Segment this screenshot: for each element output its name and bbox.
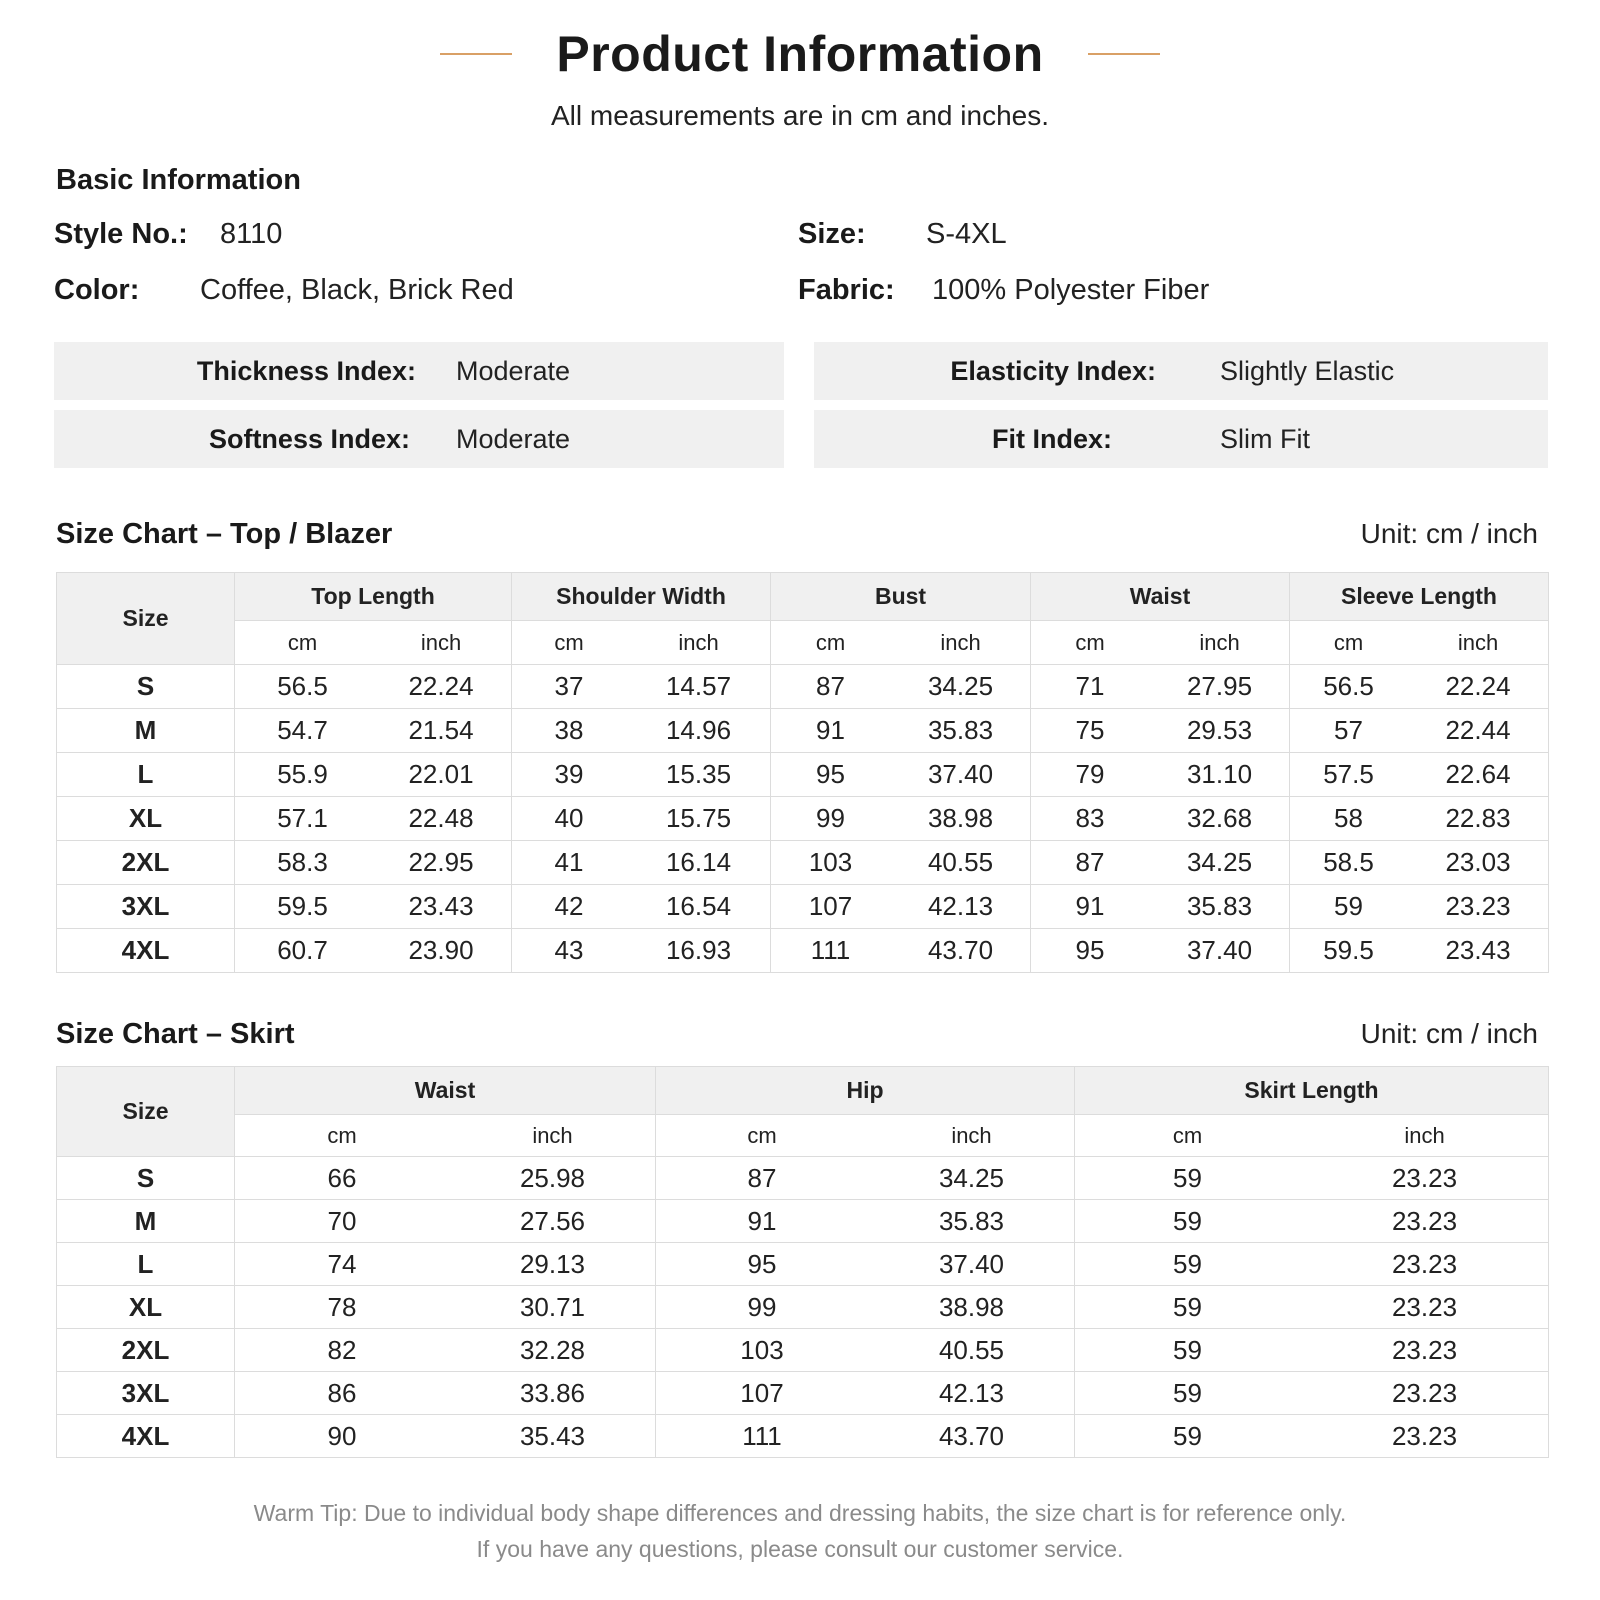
measurement-cell: 70: [235, 1200, 450, 1243]
fabric-value: 100% Polyester Fiber: [932, 274, 1210, 306]
measurement-cell: 57: [1290, 709, 1408, 753]
top-group-header: Waist: [1031, 573, 1290, 621]
softness-index-label: Softness Index:: [208, 424, 410, 454]
measurement-cell: 22.24: [1408, 665, 1549, 709]
top-chart-title: Size Chart – Top / Blazer: [56, 518, 393, 550]
measurement-cell: 111: [771, 929, 891, 973]
fabric-label: Fabric:: [798, 274, 895, 306]
skirt-size-header: Size: [57, 1067, 235, 1157]
table-row: [57, 1372, 1549, 1415]
top-group-header: Top Length: [235, 573, 512, 621]
table-row: [57, 1200, 1549, 1243]
measurement-cell: 43: [512, 929, 627, 973]
measurement-cell: 59: [1075, 1157, 1301, 1200]
measurement-cell: 99: [656, 1286, 869, 1329]
page-title: Product Information: [556, 26, 1044, 82]
top-unit-header: inch: [891, 621, 1031, 665]
measurement-cell: 66: [235, 1157, 450, 1200]
skirt-table-group-row: [57, 1067, 1549, 1115]
table-row: [57, 885, 1549, 929]
measurement-cell: 29.13: [450, 1243, 656, 1286]
measurement-cell: 59.5: [1290, 929, 1408, 973]
measurement-cell: 82: [235, 1329, 450, 1372]
measurement-cell: 91: [771, 709, 891, 753]
softness-index-box: [54, 410, 784, 468]
measurement-cell: 35.83: [891, 709, 1031, 753]
measurement-cell: 103: [771, 841, 891, 885]
warm-tip-line-1: Warm Tip: Due to individual body shape differences and dressing habits, the size chart is for reference only.: [253, 1500, 1347, 1526]
size-cell: S: [57, 1157, 235, 1200]
table-row: [57, 929, 1549, 973]
measurement-cell: 33.86: [450, 1372, 656, 1415]
measurement-cell: 16.14: [627, 841, 771, 885]
skirt-group-header: Hip: [656, 1067, 1075, 1115]
warm-tip-line-2: If you have any questions, please consult our customer service.: [476, 1536, 1124, 1562]
measurement-cell: 90: [235, 1415, 450, 1458]
size-field: [798, 218, 1007, 251]
measurement-cell: 111: [656, 1415, 869, 1458]
measurement-cell: 41: [512, 841, 627, 885]
skirt-table-body: [57, 1157, 1549, 1458]
measurement-cell: 95: [771, 753, 891, 797]
skirt-unit-header: inch: [450, 1115, 656, 1157]
measurement-cell: 59: [1075, 1200, 1301, 1243]
table-row: [57, 1157, 1549, 1200]
top-unit-header: inch: [371, 621, 512, 665]
measurement-cell: 40: [512, 797, 627, 841]
basic-info-heading: Basic Information: [56, 164, 301, 196]
size-cell: XL: [57, 1286, 235, 1329]
top-chart-unit: Unit: cm / inch: [1360, 518, 1538, 549]
size-cell: 4XL: [57, 1415, 235, 1458]
measurement-cell: 22.83: [1408, 797, 1549, 841]
thickness-index-value: Moderate: [456, 356, 571, 386]
measurement-cell: 58.5: [1290, 841, 1408, 885]
measurement-cell: 40.55: [869, 1329, 1075, 1372]
top-size-table: [56, 572, 1549, 973]
table-row: [57, 1286, 1549, 1329]
measurement-cell: 59: [1075, 1372, 1301, 1415]
measurement-cell: 23.23: [1408, 885, 1549, 929]
measurement-cell: 32.28: [450, 1329, 656, 1372]
measurement-cell: 38: [512, 709, 627, 753]
fit-index-box: [814, 410, 1548, 468]
measurement-cell: 29.53: [1150, 709, 1290, 753]
measurement-cell: 15.35: [627, 753, 771, 797]
measurement-cell: 99: [771, 797, 891, 841]
top-unit-header: cm: [512, 621, 627, 665]
skirt-chart-title: Size Chart – Skirt: [56, 1018, 295, 1050]
measurement-cell: 16.54: [627, 885, 771, 929]
measurement-cell: 42.13: [891, 885, 1031, 929]
size-cell: L: [57, 753, 235, 797]
page-header: [0, 24, 1600, 132]
top-group-header: Bust: [771, 573, 1031, 621]
skirt-unit-header: cm: [656, 1115, 869, 1157]
measurement-cell: 78: [235, 1286, 450, 1329]
measurement-cell: 22.44: [1408, 709, 1549, 753]
measurement-cell: 38.98: [869, 1286, 1075, 1329]
page-subtitle: All measurements are in cm and inches.: [551, 100, 1049, 131]
title-row: [0, 24, 1600, 84]
measurement-cell: 79: [1031, 753, 1150, 797]
measurement-cell: 71: [1031, 665, 1150, 709]
style-no-value: 8110: [220, 218, 283, 250]
measurement-cell: 43.70: [869, 1415, 1075, 1458]
measurement-cell: 39: [512, 753, 627, 797]
skirt-unit-header: inch: [1301, 1115, 1549, 1157]
measurement-cell: 59: [1075, 1286, 1301, 1329]
softness-index-value: Moderate: [456, 424, 571, 454]
measurement-cell: 35.43: [450, 1415, 656, 1458]
skirt-group-header: Waist: [235, 1067, 656, 1115]
measurement-cell: 23.23: [1301, 1372, 1549, 1415]
measurement-cell: 22.95: [371, 841, 512, 885]
measurement-cell: 23.23: [1301, 1286, 1549, 1329]
measurement-cell: 37.40: [1150, 929, 1290, 973]
measurement-cell: 59: [1075, 1415, 1301, 1458]
fabric-field: [798, 274, 1209, 307]
measurement-cell: 86: [235, 1372, 450, 1415]
thickness-index-box: [54, 342, 784, 400]
top-unit-header: cm: [771, 621, 891, 665]
size-cell: S: [57, 665, 235, 709]
measurement-cell: 22.64: [1408, 753, 1549, 797]
measurement-cell: 31.10: [1150, 753, 1290, 797]
measurement-cell: 59: [1075, 1329, 1301, 1372]
table-row: [57, 665, 1549, 709]
measurement-cell: 107: [656, 1372, 869, 1415]
measurement-cell: 34.25: [891, 665, 1031, 709]
measurement-cell: 91: [1031, 885, 1150, 929]
measurement-cell: 23.23: [1301, 1157, 1549, 1200]
style-no-label: Style No.:: [54, 218, 188, 250]
measurement-cell: 25.98: [450, 1157, 656, 1200]
measurement-cell: 43.70: [891, 929, 1031, 973]
size-cell: XL: [57, 797, 235, 841]
measurement-cell: 14.96: [627, 709, 771, 753]
size-cell: L: [57, 1243, 235, 1286]
top-unit-header: inch: [627, 621, 771, 665]
top-group-header: Shoulder Width: [512, 573, 771, 621]
table-row: [57, 1243, 1549, 1286]
skirt-unit-header: cm: [235, 1115, 450, 1157]
measurement-cell: 37.40: [869, 1243, 1075, 1286]
measurement-cell: 37.40: [891, 753, 1031, 797]
measurement-cell: 103: [656, 1329, 869, 1372]
elasticity-index-box: [814, 342, 1548, 400]
measurement-cell: 32.68: [1150, 797, 1290, 841]
fit-index-value: Slim Fit: [1220, 424, 1310, 454]
table-row: [57, 753, 1549, 797]
title-decor-line-right: [1088, 53, 1160, 55]
measurement-cell: 56.5: [1290, 665, 1408, 709]
measurement-cell: 23.23: [1301, 1243, 1549, 1286]
measurement-cell: 56.5: [235, 665, 371, 709]
measurement-cell: 87: [656, 1157, 869, 1200]
measurement-cell: 42.13: [869, 1372, 1075, 1415]
measurement-cell: 23.23: [1301, 1329, 1549, 1372]
measurement-cell: 59: [1290, 885, 1408, 929]
elasticity-index-value: Slightly Elastic: [1220, 356, 1395, 386]
elasticity-index-label: Elasticity Index:: [950, 356, 1156, 386]
color-field: [54, 274, 514, 307]
size-cell: M: [57, 1200, 235, 1243]
top-unit-header: cm: [1031, 621, 1150, 665]
top-group-header: Sleeve Length: [1290, 573, 1549, 621]
table-row: [57, 797, 1549, 841]
top-unit-header: inch: [1150, 621, 1290, 665]
skirt-unit-header: cm: [1075, 1115, 1301, 1157]
color-value: Coffee, Black, Brick Red: [200, 274, 514, 306]
measurement-cell: 59: [1075, 1243, 1301, 1286]
skirt-size-table: [56, 1066, 1549, 1458]
measurement-cell: 34.25: [1150, 841, 1290, 885]
table-row: [57, 1329, 1549, 1372]
measurement-cell: 27.95: [1150, 665, 1290, 709]
skirt-group-header: Skirt Length: [1075, 1067, 1549, 1115]
measurement-cell: 23.03: [1408, 841, 1549, 885]
measurement-cell: 55.9: [235, 753, 371, 797]
measurement-cell: 15.75: [627, 797, 771, 841]
size-cell: 2XL: [57, 841, 235, 885]
measurement-cell: 40.55: [891, 841, 1031, 885]
size-cell: M: [57, 709, 235, 753]
measurement-cell: 58: [1290, 797, 1408, 841]
measurement-cell: 59.5: [235, 885, 371, 929]
measurement-cell: 57.5: [1290, 753, 1408, 797]
table-row: [57, 1415, 1549, 1458]
measurement-cell: 58.3: [235, 841, 371, 885]
fit-index-label: Fit Index:: [992, 424, 1112, 454]
measurement-cell: 27.56: [450, 1200, 656, 1243]
top-unit-header: inch: [1408, 621, 1549, 665]
size-value: S-4XL: [926, 218, 1007, 250]
measurement-cell: 57.1: [235, 797, 371, 841]
top-table-body: [57, 665, 1549, 973]
measurement-cell: 74: [235, 1243, 450, 1286]
top-unit-header: cm: [235, 621, 371, 665]
measurement-cell: 95: [656, 1243, 869, 1286]
size-label: Size:: [798, 218, 866, 250]
skirt-table-unit-row: [57, 1115, 1549, 1157]
top-table-unit-row: [57, 621, 1549, 665]
measurement-cell: 21.54: [371, 709, 512, 753]
table-row: [57, 709, 1549, 753]
measurement-cell: 23.43: [1408, 929, 1549, 973]
measurement-cell: 23.23: [1301, 1200, 1549, 1243]
measurement-cell: 87: [1031, 841, 1150, 885]
top-size-header: Size: [57, 573, 235, 665]
size-cell: 3XL: [57, 885, 235, 929]
top-unit-header: cm: [1290, 621, 1408, 665]
measurement-cell: 60.7: [235, 929, 371, 973]
measurement-cell: 38.98: [891, 797, 1031, 841]
skirt-chart-unit: Unit: cm / inch: [1360, 1018, 1538, 1049]
size-cell: 2XL: [57, 1329, 235, 1372]
measurement-cell: 30.71: [450, 1286, 656, 1329]
color-label: Color:: [54, 274, 140, 306]
style-no-field: [54, 218, 282, 251]
size-cell: 4XL: [57, 929, 235, 973]
measurement-cell: 37: [512, 665, 627, 709]
measurement-cell: 23.90: [371, 929, 512, 973]
measurement-cell: 22.24: [371, 665, 512, 709]
measurement-cell: 75: [1031, 709, 1150, 753]
measurement-cell: 22.48: [371, 797, 512, 841]
skirt-unit-header: inch: [869, 1115, 1075, 1157]
thickness-index-label: Thickness Index:: [196, 356, 416, 386]
title-decor-line-left: [440, 53, 512, 55]
measurement-cell: 14.57: [627, 665, 771, 709]
measurement-cell: 35.83: [1150, 885, 1290, 929]
measurement-cell: 95: [1031, 929, 1150, 973]
measurement-cell: 107: [771, 885, 891, 929]
measurement-cell: 23.23: [1301, 1415, 1549, 1458]
measurement-cell: 34.25: [869, 1157, 1075, 1200]
measurement-cell: 83: [1031, 797, 1150, 841]
measurement-cell: 35.83: [869, 1200, 1075, 1243]
measurement-cell: 23.43: [371, 885, 512, 929]
measurement-cell: 87: [771, 665, 891, 709]
measurement-cell: 42: [512, 885, 627, 929]
measurement-cell: 22.01: [371, 753, 512, 797]
size-cell: 3XL: [57, 1372, 235, 1415]
measurement-cell: 91: [656, 1200, 869, 1243]
top-table-group-row: [57, 573, 1549, 621]
measurement-cell: 16.93: [627, 929, 771, 973]
measurement-cell: 54.7: [235, 709, 371, 753]
table-row: [57, 841, 1549, 885]
